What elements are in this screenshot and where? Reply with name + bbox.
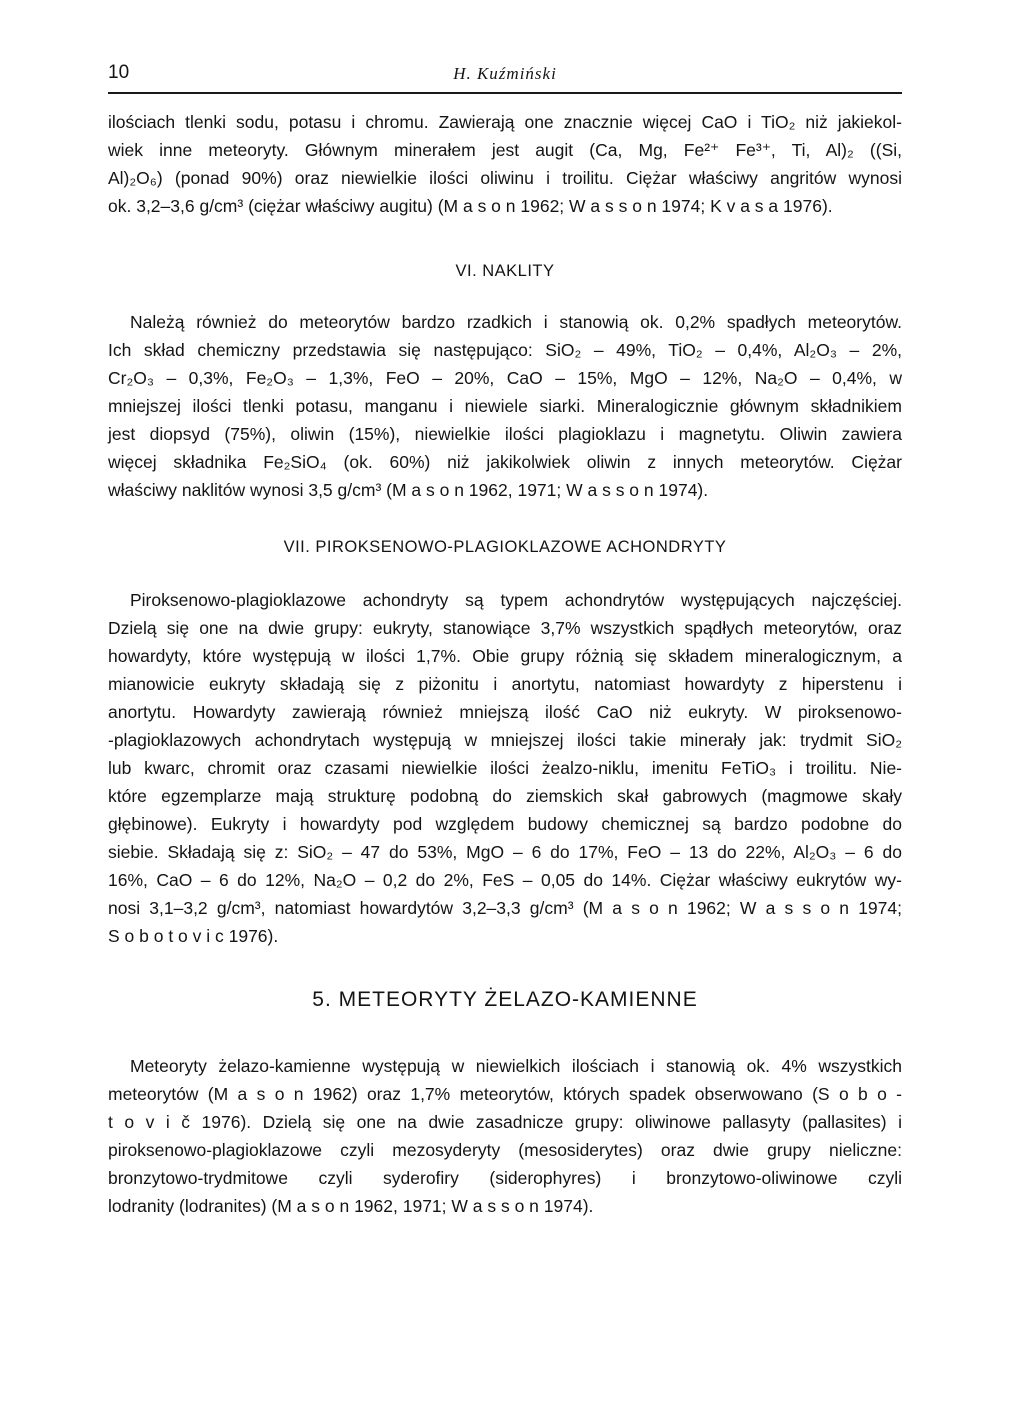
- page-header: [108, 62, 902, 94]
- paragraph-angrites: [108, 108, 902, 220]
- text-line: jest diopsyd (75%), oliwin (15%), niewielkie ilości plagioklazu i magnetytu. Oliwin zawiera: [108, 424, 902, 444]
- text-line: piroksenowo-plagioklazowe czyli mezosyderyty (mesosiderytes) oraz dwie grupy nieliczne:: [108, 1140, 902, 1160]
- text-line: t o v i č 1976). Dzielą się one na dwie zasadnicze grupy: oliwinowe pallasyty (pallasites) i: [108, 1112, 902, 1132]
- chapter-heading-stony-iron: 5. METEORYTY ŻELAZO-KAMIENNE: [312, 988, 698, 1011]
- text-line: howardyty, które występują w ilości 1,7%. Obie grupy różnią się składem mineralogicznym, a: [108, 646, 902, 666]
- text-line: lub kwarc, chromit oraz czasami niewielkie ilości żealzo-niklu, imenitu FeTiO₃ i troilitu. Nie-: [108, 758, 902, 778]
- section-heading-pyroxene-plagioclase: VII. PIROKSENOWO-PLAGIOKLAZOWE ACHONDRYTY: [283, 538, 727, 556]
- text-line: głębinowe). Eukryty i howardyty pod względem budowy chemicznej są bardzo podobne do: [108, 814, 902, 834]
- text-line: mniejszej ilości tlenki potasu, manganu i niewiele siarki. Mineralogicznie głównym składnikiem: [108, 396, 902, 416]
- text-line: wiek inne meteoryty. Głównym minerałem jest augit (Ca, Mg, Fe²⁺ Fe³⁺, Ti, Al)₂ ((Si,: [108, 140, 902, 160]
- running-head: H. Kuźmiński: [453, 64, 557, 83]
- text-line: właściwy naklitów wynosi 3,5 g/cm³ (M a s o n 1962, 1971; W a s s o n 1974).: [108, 480, 709, 500]
- text-line: S o b o t o v i c 1976).: [108, 926, 279, 946]
- text-line: Ich skład chemiczny przedstawia się następująco: SiO₂ – 49%, TiO₂ – 0,4%, Al₂O₃ – 2%,: [108, 340, 902, 360]
- text-line: Należą również do meteorytów bardzo rzadkich i stanowią ok. 0,2% spadłych meteorytów.: [130, 312, 902, 332]
- text-line: meteorytów (M a s o n 1962) oraz 1,7% meteorytów, których spadek obserwowano (S o b o -: [108, 1084, 902, 1104]
- text-line: Dzielą się one na dwie grupy: eukryty, stanowiące 3,7% wszystkich spądłych meteorytów, oraz: [108, 618, 902, 638]
- text-line: ok. 3,2–3,6 g/cm³ (ciężar właściwy augitu) (M a s o n 1962; W a s s o n 1974; K v a s a 1976).: [108, 196, 833, 216]
- paragraph-nakhlites: [108, 308, 902, 504]
- text-line: anortytu. Howardyty zawierają również mniejszą ilość CaO niż eukryty. W piroksenowo-: [108, 702, 902, 722]
- text-line: mianowicie eukryty składają się z piżonitu i anortytu, natomiast howardyty z hiperstenu i: [108, 674, 902, 694]
- text-line: Meteoryty żelazo-kamienne występują w niewielkich ilościach i stanowią ok. 4% wszystkich: [130, 1056, 902, 1076]
- text-line: które egzemplarze mają strukturę podobną do ziemskich skał gabrowych (magmowe skały: [108, 786, 902, 806]
- text-line: Al)₂O₆) (ponad 90%) oraz niewielkie ilości oliwinu i troilitu. Ciężar właściwy angritów wynosi: [108, 168, 902, 188]
- text-line: nosi 3,1–3,2 g/cm³, natomiast howardytów 3,2–3,3 g/cm³ (M a s o n 1962; W a s s o n 1974;: [108, 898, 902, 918]
- text-line: 16%, CaO – 6 do 12%, Na₂O – 0,2 do 2%, FeS – 0,05 do 14%. Ciężar właściwy eukrytów wy-: [108, 870, 902, 890]
- text-line: bronzytowo-trydmitowe czyli syderofiry (siderophyres) i bronzytowo-oliwinowe czyli: [108, 1168, 902, 1188]
- text-line: Piroksenowo-plagioklazowe achondryty są typem achondrytów występujących najczęściej.: [130, 590, 902, 610]
- section-heading-nakhlites: VI. NAKLITY: [455, 262, 555, 280]
- text-line: lodranity (lodranites) (M a s o n 1962, 1971; W a s s o n 1974).: [108, 1196, 594, 1216]
- paragraph-stony-iron: [108, 1052, 902, 1220]
- text-line: siebie. Składają się z: SiO₂ – 47 do 53%, MgO – 6 do 17%, FeO – 13 do 22%, Al₂O₃ – 6 do: [108, 842, 902, 862]
- text-line: -plagioklazowych achondrytach występują w mniejszej ilości takie minerały jak: trydmit SiO₂: [108, 730, 902, 750]
- text-line: Cr₂O₃ – 0,3%, Fe₂O₃ – 1,3%, FeO – 20%, CaO – 15%, MgO – 12%, Na₂O – 0,4%, w: [108, 368, 902, 388]
- text-line: ilościach tlenki sodu, potasu i chromu. Zawierają one znacznie więcej CaO i TiO₂ niż jakiekol-: [108, 112, 902, 132]
- paragraph-achondrites: [108, 586, 902, 950]
- page-number: 10: [108, 62, 130, 83]
- text-line: więcej składnika Fe₂SiO₄ (ok. 60%) niż jakikolwiek oliwin z innych meteorytów. Ciężar: [108, 452, 902, 472]
